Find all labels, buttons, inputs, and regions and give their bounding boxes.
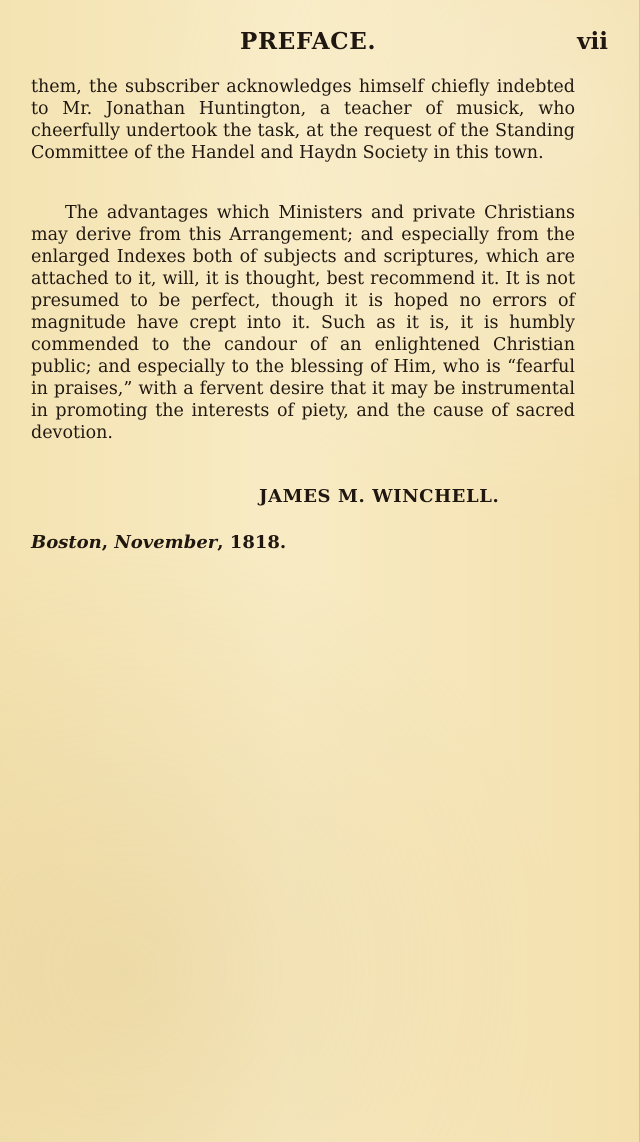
dateline-year: 1818. bbox=[229, 532, 287, 553]
page-header bbox=[30, 28, 608, 58]
dateline-comma-2: , bbox=[217, 532, 230, 553]
author-signature: JAMES M. WINCHELL. bbox=[259, 486, 500, 507]
dateline bbox=[31, 532, 286, 553]
page-title: PREFACE. bbox=[240, 28, 377, 55]
preface-paragraph-1: them, the subscriber acknowledges himself chiefly indebted to Mr. Jonathan Huntington, a teacher of musick, who cheerfully undertook the task, at the request of the Standing Committee of the Handel and Haydn Society in this town. bbox=[31, 77, 575, 163]
dateline-comma: , bbox=[101, 532, 115, 553]
page-number: vii bbox=[577, 28, 608, 55]
dateline-place: Boston bbox=[31, 532, 102, 553]
dateline-month: November bbox=[114, 532, 218, 553]
preface-paragraph-2: The advantages which Ministers and private Christians may derive from this Arrangement; and especially from the enlarged Indexes both of subjects and scriptures, which are attached to it, will, it is thought, best recommend it. It is not presumed to be perfect, though it is hoped no errors of magnitude have crept into it. Such as it is, it is humbly commended to the candour of an enlightened Christian public; and especially to the blessing of Him, who is “fearful in praises,” with a fervent desire that it may be instrumental in promoting the interests of piety, and the cause of sacred devotion. bbox=[31, 203, 575, 443]
